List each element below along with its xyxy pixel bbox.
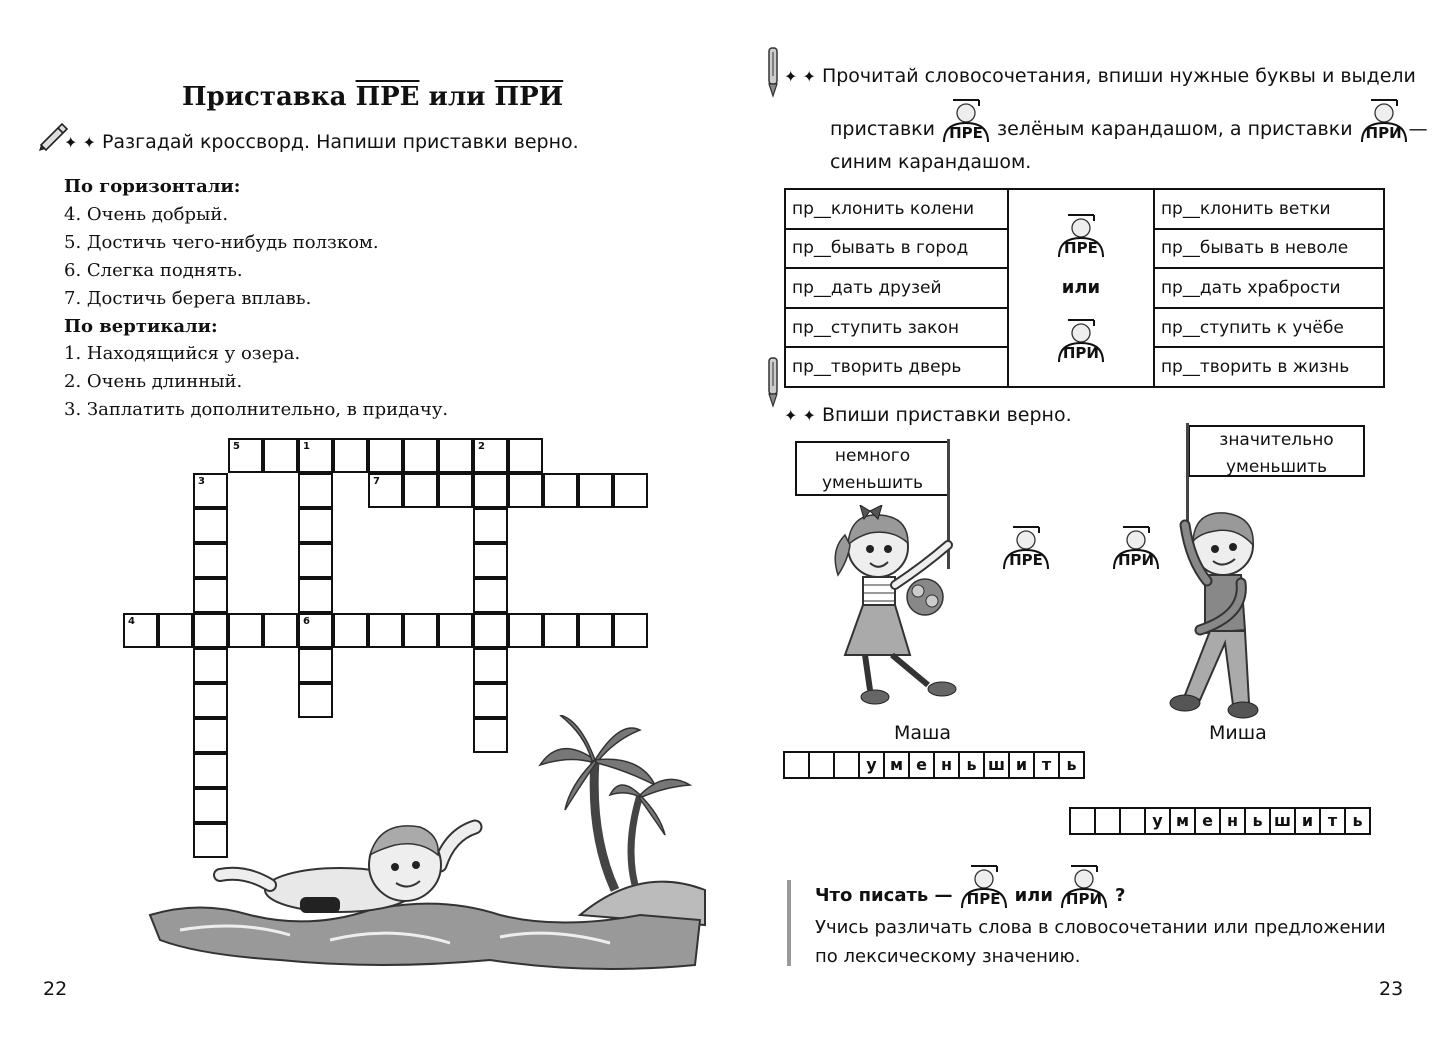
- task1-text: Прочитай словосочетания, впиши нужные буквы и выдели: [821, 65, 1416, 87]
- crossword-number: 4: [128, 616, 135, 627]
- title-pre: ПРЕ: [355, 82, 420, 112]
- pri-sign-label: ПРИ: [1062, 344, 1099, 363]
- crossword-cell[interactable]: [578, 473, 613, 508]
- rule-question-a: Что писать —: [815, 885, 953, 906]
- answer-box[interactable]: [1069, 807, 1096, 835]
- pri-sign-icon: [1111, 523, 1161, 571]
- flag-misha-line1: значительно: [1219, 430, 1334, 450]
- task1-text-b: зелёным карандашом, а приставки: [997, 118, 1353, 140]
- pri-sign-label: ПРИ: [1117, 551, 1155, 569]
- crossword-cell[interactable]: [578, 613, 613, 648]
- phrase-cell[interactable]: пр__дать друзей: [785, 268, 1008, 308]
- phrase-cell[interactable]: пр__творить в жизнь: [1154, 347, 1384, 387]
- answer-box[interactable]: [1094, 807, 1121, 835]
- pen-icon: [764, 46, 782, 102]
- letter-box: м: [883, 751, 910, 779]
- crossword-cell[interactable]: [368, 613, 403, 648]
- crossword-cell[interactable]: [298, 438, 333, 473]
- rule-text-line2: по лексическому значению.: [815, 946, 1081, 967]
- pre-sign-icon: [941, 96, 991, 144]
- flag-masha-line1: немного: [834, 446, 911, 466]
- clue-4: 4. Очень добрый.: [64, 204, 229, 225]
- crossword-cell[interactable]: [613, 613, 648, 648]
- phrase-cell[interactable]: пр__ступить к учёбе: [1154, 308, 1384, 348]
- prefix-choice-cell: [1008, 189, 1154, 387]
- phrase-cell[interactable]: пр__ступить закон: [785, 308, 1008, 348]
- crossword-cell[interactable]: [193, 508, 228, 543]
- crossword-cell[interactable]: [473, 543, 508, 578]
- answer-row-misha: [1069, 807, 1371, 835]
- pri-sign-label: ПРИ: [1065, 890, 1103, 908]
- pre-sign-label: ПРЕ: [966, 890, 1001, 908]
- clue-3: 3. Заплатить дополнительно, в придачу.: [64, 399, 449, 420]
- rule-bar: [787, 880, 791, 966]
- crossword-cell[interactable]: [298, 543, 333, 578]
- rule-question: [815, 858, 1125, 910]
- crossword-cell[interactable]: [403, 613, 438, 648]
- crossword-cell[interactable]: [368, 473, 403, 508]
- crossword-cell[interactable]: [193, 683, 228, 718]
- crossword-cell[interactable]: [333, 613, 368, 648]
- crossword-number: 5: [233, 441, 240, 452]
- letter-box: т: [1319, 807, 1346, 835]
- crossword-cell[interactable]: [438, 438, 473, 473]
- horizontal-heading: По горизонтали:: [64, 176, 241, 197]
- stars-icon: ✦ ✦: [784, 406, 816, 425]
- letter-box: т: [1033, 751, 1060, 779]
- crossword-cell[interactable]: [473, 508, 508, 543]
- task1-line1: [784, 65, 1416, 87]
- crossword-cell[interactable]: [298, 683, 333, 718]
- pre-sign-label: ПРЕ: [1064, 239, 1098, 258]
- answer-box[interactable]: [833, 751, 860, 779]
- title-prefix: Приставка: [182, 82, 347, 112]
- page-number-left: 22: [43, 978, 68, 1000]
- girl-illustration: [830, 505, 980, 714]
- crossword-cell[interactable]: [508, 473, 543, 508]
- crossword-cell[interactable]: [508, 438, 543, 473]
- pen-icon: [764, 356, 782, 412]
- crossword-cell[interactable]: [193, 648, 228, 683]
- crossword-cell[interactable]: [473, 438, 508, 473]
- swimmer-illustration: [120, 715, 710, 979]
- crossword-instruction: [64, 131, 579, 153]
- phrase-cell[interactable]: пр__бывать в неволе: [1154, 229, 1384, 269]
- flag-misha: [1188, 425, 1365, 477]
- crossword-cell[interactable]: [263, 613, 298, 648]
- pri-sign-icon: [1056, 316, 1106, 364]
- crossword-cell[interactable]: [123, 613, 158, 648]
- crossword-cell[interactable]: [543, 473, 578, 508]
- crossword-number: 7: [373, 476, 380, 487]
- pre-sign-label: ПРЕ: [1009, 551, 1043, 569]
- letter-box: н: [933, 751, 960, 779]
- phrase-cell[interactable]: пр__клонить ветки: [1154, 189, 1384, 229]
- phrase-cell[interactable]: пр__бывать в город: [785, 229, 1008, 269]
- phrase-cell[interactable]: пр__клонить колени: [785, 189, 1008, 229]
- answer-box[interactable]: [1119, 807, 1146, 835]
- clue-6: 6. Слегка поднять.: [64, 260, 243, 281]
- flag-masha: [795, 441, 950, 496]
- crossword-cell[interactable]: [193, 473, 228, 508]
- word-table: [784, 188, 1385, 388]
- crossword-cell[interactable]: [298, 473, 333, 508]
- letter-box: е: [1194, 807, 1221, 835]
- pri-sign-icon: [1359, 96, 1409, 144]
- crossword-cell[interactable]: [193, 613, 228, 648]
- crossword-cell[interactable]: [158, 613, 193, 648]
- task1-dash: —: [1408, 118, 1428, 140]
- crossword-cell[interactable]: [438, 473, 473, 508]
- crossword-cell[interactable]: [473, 473, 508, 508]
- letter-box: и: [1008, 751, 1035, 779]
- letter-box: и: [1294, 807, 1321, 835]
- name-masha: Маша: [894, 722, 952, 744]
- crossword-number: 3: [198, 476, 205, 487]
- letter-box: ь: [1244, 807, 1271, 835]
- name-misha: Миша: [1209, 722, 1267, 744]
- boy-illustration: [1165, 505, 1265, 724]
- table-row: [785, 189, 1384, 229]
- crossword-cell[interactable]: [193, 543, 228, 578]
- task1-line3: синим карандашом.: [830, 151, 1032, 173]
- crossword-cell[interactable]: [193, 578, 228, 613]
- task1-line2: [830, 88, 1428, 144]
- rule-text-line1: Учись различать слова в словосочетании или предложении: [815, 917, 1386, 938]
- title-pri: ПРИ: [494, 82, 564, 112]
- crossword-number: 2: [478, 441, 485, 452]
- crossword-cell[interactable]: [403, 473, 438, 508]
- pre-sign-icon: [959, 862, 1009, 910]
- crossword-cell[interactable]: [508, 613, 543, 648]
- answer-box[interactable]: [783, 751, 810, 779]
- stars-icon: ✦ ✦: [64, 133, 96, 152]
- vertical-heading: По вертикали:: [64, 316, 218, 337]
- crossword-cell[interactable]: [263, 438, 298, 473]
- flag-misha-line2: уменьшить: [1225, 457, 1327, 477]
- or-label: или: [1061, 277, 1101, 299]
- clue-1: 1. Находящийся у озера.: [64, 343, 301, 364]
- crossword-cell[interactable]: [473, 613, 508, 648]
- task2-instruction: [784, 404, 1072, 426]
- crossword-cell[interactable]: [543, 613, 578, 648]
- crossword-cell[interactable]: [438, 613, 473, 648]
- letter-box: у: [1144, 807, 1171, 835]
- rule-question-or: или: [1014, 885, 1053, 906]
- pre-sign-icon: [1001, 523, 1051, 571]
- stars-icon: ✦ ✦: [784, 67, 816, 86]
- letter-box: ш: [1269, 807, 1296, 835]
- crossword-cell[interactable]: [298, 648, 333, 683]
- phrase-cell[interactable]: пр__творить дверь: [785, 347, 1008, 387]
- clue-7: 7. Достичь берега вплавь.: [64, 288, 312, 309]
- crossword-cell[interactable]: [298, 613, 333, 648]
- letter-box: ь: [1344, 807, 1371, 835]
- letter-box: ь: [958, 751, 985, 779]
- crossword-cell[interactable]: [333, 438, 368, 473]
- crossword-number: 6: [303, 616, 310, 627]
- crossword-cell[interactable]: [473, 683, 508, 718]
- answer-row-masha: [783, 751, 1085, 779]
- letter-box: е: [908, 751, 935, 779]
- crossword-cell[interactable]: [228, 438, 263, 473]
- letter-box: ш: [983, 751, 1010, 779]
- instruction-text: Разгадай кроссворд. Напиши приставки верно.: [101, 131, 579, 153]
- task1-text-a: приставки: [830, 118, 936, 140]
- pri-sign-label: ПРИ: [1365, 124, 1402, 142]
- crossword-cell[interactable]: [473, 578, 508, 613]
- rule-question-mark: ?: [1114, 885, 1126, 906]
- letter-box: м: [1169, 807, 1196, 835]
- title-or: или: [428, 82, 486, 112]
- clue-5: 5. Достичь чего-нибудь ползком.: [64, 232, 379, 253]
- page-number-right: 23: [1379, 978, 1404, 1000]
- phrase-cell[interactable]: пр__дать храбрости: [1154, 268, 1384, 308]
- pre-sign-label: ПРЕ: [949, 124, 983, 142]
- task2-text: Впиши приставки верно.: [821, 404, 1072, 426]
- crossword-cell[interactable]: [298, 508, 333, 543]
- crossword-cell[interactable]: [228, 613, 263, 648]
- flag-masha-line2: уменьшить: [821, 473, 923, 493]
- letter-box: ь: [1058, 751, 1085, 779]
- letter-box: у: [858, 751, 885, 779]
- crossword-cell[interactable]: [473, 648, 508, 683]
- pre-sign-icon: [1056, 211, 1106, 259]
- letter-box: н: [1219, 807, 1246, 835]
- crossword-cell[interactable]: [368, 438, 403, 473]
- crossword-cell[interactable]: [613, 473, 648, 508]
- pri-sign-icon: [1059, 862, 1109, 910]
- crossword-cell[interactable]: [403, 438, 438, 473]
- clue-2: 2. Очень длинный.: [64, 371, 243, 392]
- answer-box[interactable]: [808, 751, 835, 779]
- crossword-number: 1: [303, 441, 310, 452]
- page-title: [182, 82, 563, 112]
- crossword-cell[interactable]: [298, 578, 333, 613]
